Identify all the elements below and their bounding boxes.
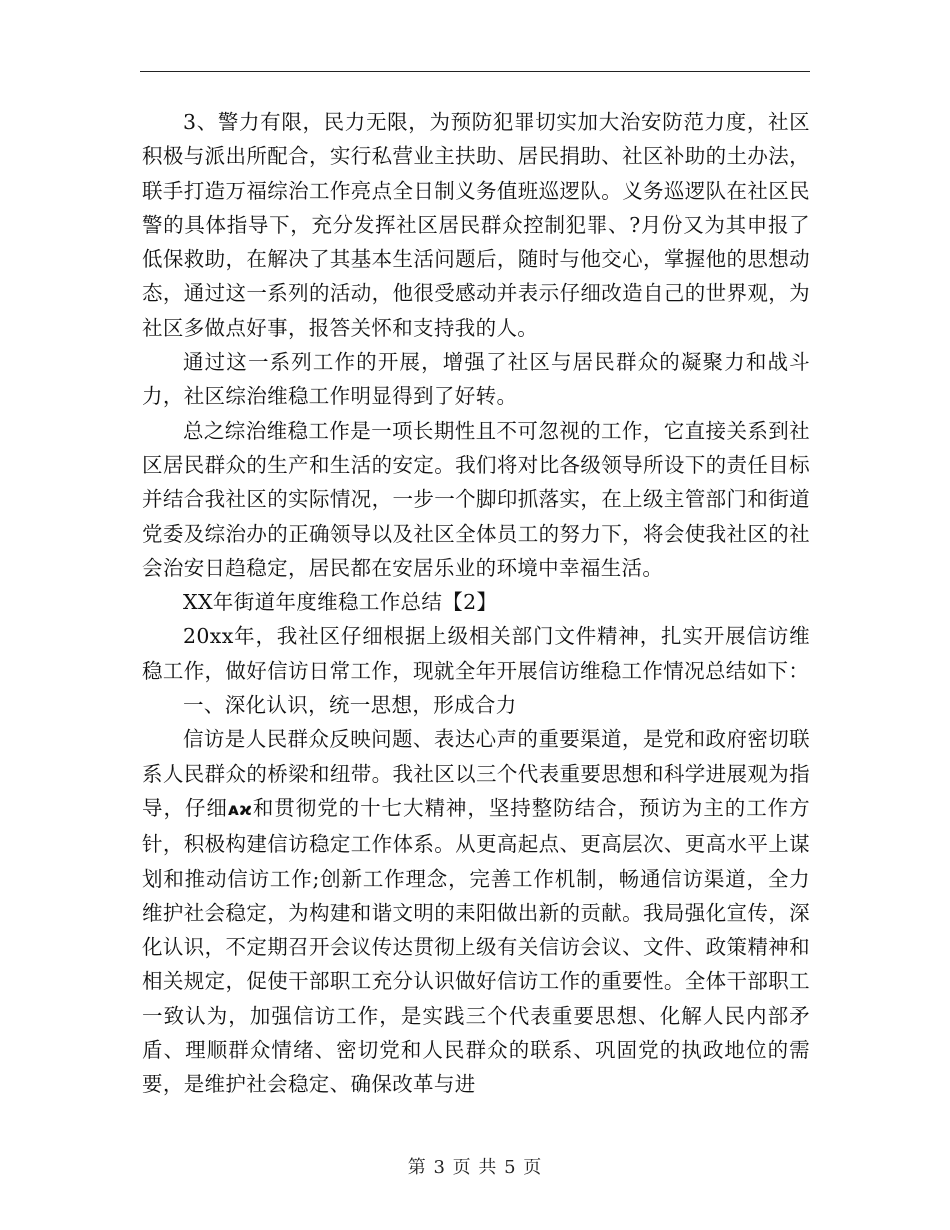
paragraph-petition	[142, 722, 810, 1101]
paragraph-public-security: 3、警力有限，民力无限，为预防犯罪切实加大治安防范力度，社区积极与派出所配合，实行私营业主扶助、居民捐助、社区补助的土办法，联手打造万福综治工作亮点全日制义务值班巡逻队。义务巡逻队在社区民警的具体指导下，充分发挥社区居民群众控制犯罪、?月份又为其申报了低保救助，在解决了其基本生活问题后，随时与他交心，掌握他的思想动态，通过这一系列的活动，他很受感动并表示仔细改造自己的世界观，为社区多做点好事，报答关怀和支持我的人。	[142, 110, 810, 340]
ocr-artifact-glyph: ᴀϰ	[227, 799, 253, 820]
section-title: XX年街道年度维稳工作总结【2】	[183, 590, 498, 615]
paragraph-intro: 20xx年，我社区仔细根据上级相关部门文件精神，扎实开展信访维稳工作，做好信访日常工作，现就全年开展信访维稳工作情况总结如下：	[142, 624, 810, 683]
page-number-footer: 第 3 页 共 5 页	[407, 1157, 543, 1178]
petition-text-after: 和贯彻党的十七大精神，坚持整防结合，预访为主的工作方针，积极构建信访稳定工作体系。从更高起点、更高层次、更高水平上谋划和推动信访工作;创新工作理念，完善工作机制，畅通信访渠道，全力维护社会稳定，为构建和谐文明的耒阳做出新的贡献。我局强化宣传，深化认识，不定期召开会议传达贯彻上级有关信访会议、文件、政策精神和相关规定，促使干部职工充分认识做好信访工作的重要性。全体干部职工一致认为，加强信访工作，是实践三个代表重要思想、化解人民内部矛盾、理顺群众情绪、密切党和人民群众的联系、巩固党的执政地位的需要，是维护社会稳定、确保改革与进	[142, 795, 810, 1097]
petition-text-before: 信访是人民群众反映问题、表达心声的重要渠道，是党和政府密切联系人民群众的桥梁和纽带。我社区以三个代表重要思想和科学进展观为指导，仔细	[142, 727, 810, 820]
section-heading-1: 一、深化认识，统一思想，形成合力	[183, 693, 517, 718]
paragraph-conclusion: 总之综治维稳工作是一项长期性且不可忽视的工作，它直接关系到社区居民群众的生产和生活的安定。我们将对比各级领导所设下的责任目标并结合我社区的实际情况，一步一个脚印抓落实，在上级主管部门和街道党委及综治办的正确领导以及社区全体员工的努力下，将会使我社区的社会治安日趋稳定，居民都在安居乐业的环境中幸福生活。	[142, 418, 810, 580]
paragraph-results: 通过这一系列工作的开展，增强了社区与居民群众的凝聚力和战斗力，社区综治维稳工作明显得到了好转。	[142, 350, 810, 409]
document-body	[142, 105, 810, 1102]
header-rule	[140, 71, 810, 72]
